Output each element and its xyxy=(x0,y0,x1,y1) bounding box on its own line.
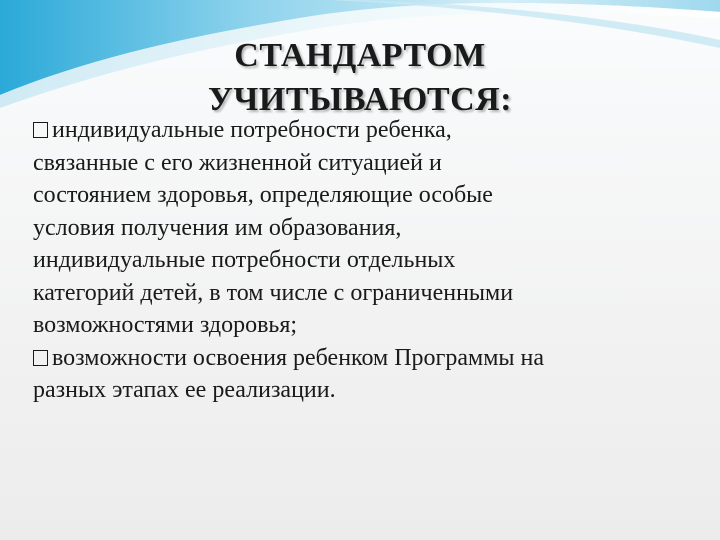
list-item-1-line-1 xyxy=(33,114,673,147)
list-item-1-line-6: категорий детей, в том числе с ограниченными xyxy=(33,279,514,306)
list-item-1-line-5: индивидуальные потребности отдельных xyxy=(33,247,456,273)
list-item-1-line-4: условия получения им образования, xyxy=(33,214,402,241)
list-item-1-line-7: возможностями здоровья; xyxy=(33,312,298,338)
body-text: индивидуальные потребности ребенка, xyxy=(52,117,452,143)
square-bullet-icon xyxy=(33,122,48,138)
list-item-2-line-2: разных этапах ее реализации. xyxy=(33,377,336,403)
list-item-1-line-2: связанные с его жизненной ситуацией и xyxy=(33,149,442,176)
slide-title-line-1: СТАНДАРТОМ xyxy=(234,37,486,74)
slide-title xyxy=(150,34,570,122)
slide-title-line-2: УЧИТЫВАЮТСЯ: xyxy=(207,81,513,118)
slide-body xyxy=(33,114,673,407)
list-item-1-line-3: состоянием здоровья, определяющие особые xyxy=(33,182,493,208)
body-text: возможности освоения ребенком Программы на xyxy=(52,344,545,371)
square-bullet-icon xyxy=(33,350,48,366)
list-item-2-line-1 xyxy=(33,342,673,375)
